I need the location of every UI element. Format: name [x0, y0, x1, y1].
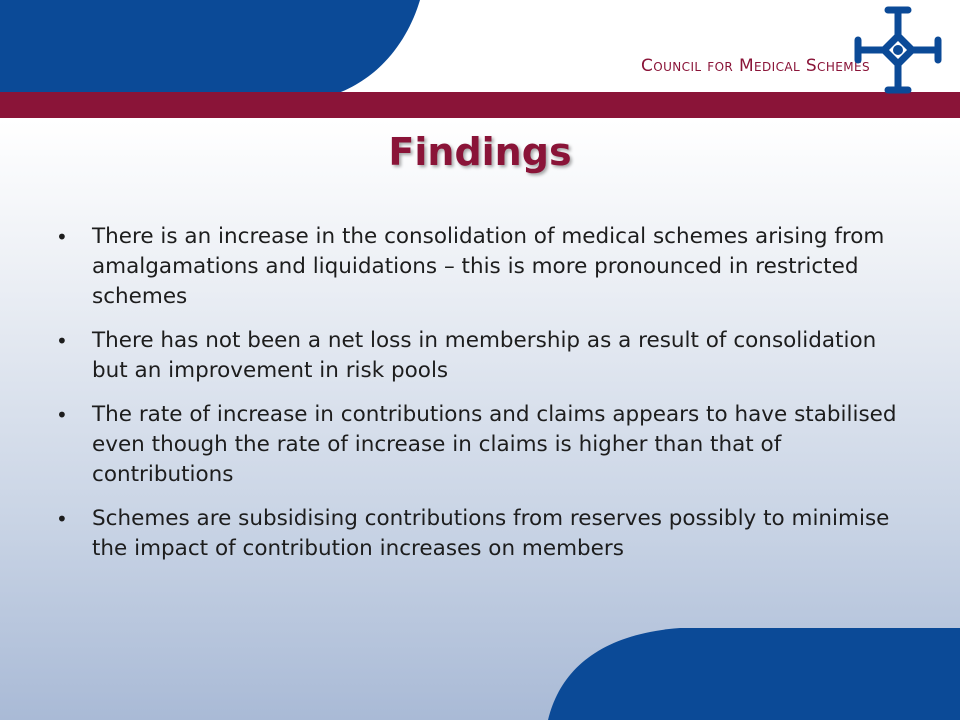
bullet-item [54, 222, 904, 312]
bullet-item [54, 326, 904, 386]
bullet-dot: • [56, 507, 68, 531]
bullet-text: There is an increase in the consolidation of medical schemes arising from amalgamations and liquidations – this is more pronounced in restricted schemes [92, 224, 885, 309]
cross-logo-icon [854, 6, 942, 94]
header-swoosh-shape [0, 0, 420, 96]
bullet-item [54, 504, 904, 564]
bullet-dot: • [56, 225, 68, 249]
bullet-text: Schemes are subsidising contributions from reserves possibly to minimise the impact of contribution increases on members [92, 506, 890, 561]
organization-name: Council for Medical Schemes [640, 56, 870, 76]
bullet-item [54, 400, 904, 490]
footer-blue-swoosh [0, 620, 960, 720]
bullet-text: The rate of increase in contributions and claims appears to have stabilised even though the rate of increase in claims is higher than that of contributions [92, 402, 897, 487]
footer-swoosh-shape [548, 628, 960, 720]
bullet-text: There has not been a net loss in membership as a result of consolidation but an improvement in risk pools [92, 328, 877, 383]
slide-title: Findings [388, 130, 572, 174]
header-maroon-band [0, 92, 960, 118]
bullet-dot: • [56, 329, 68, 353]
findings-bullet-list [54, 222, 904, 578]
bullet-dot: • [56, 403, 68, 427]
